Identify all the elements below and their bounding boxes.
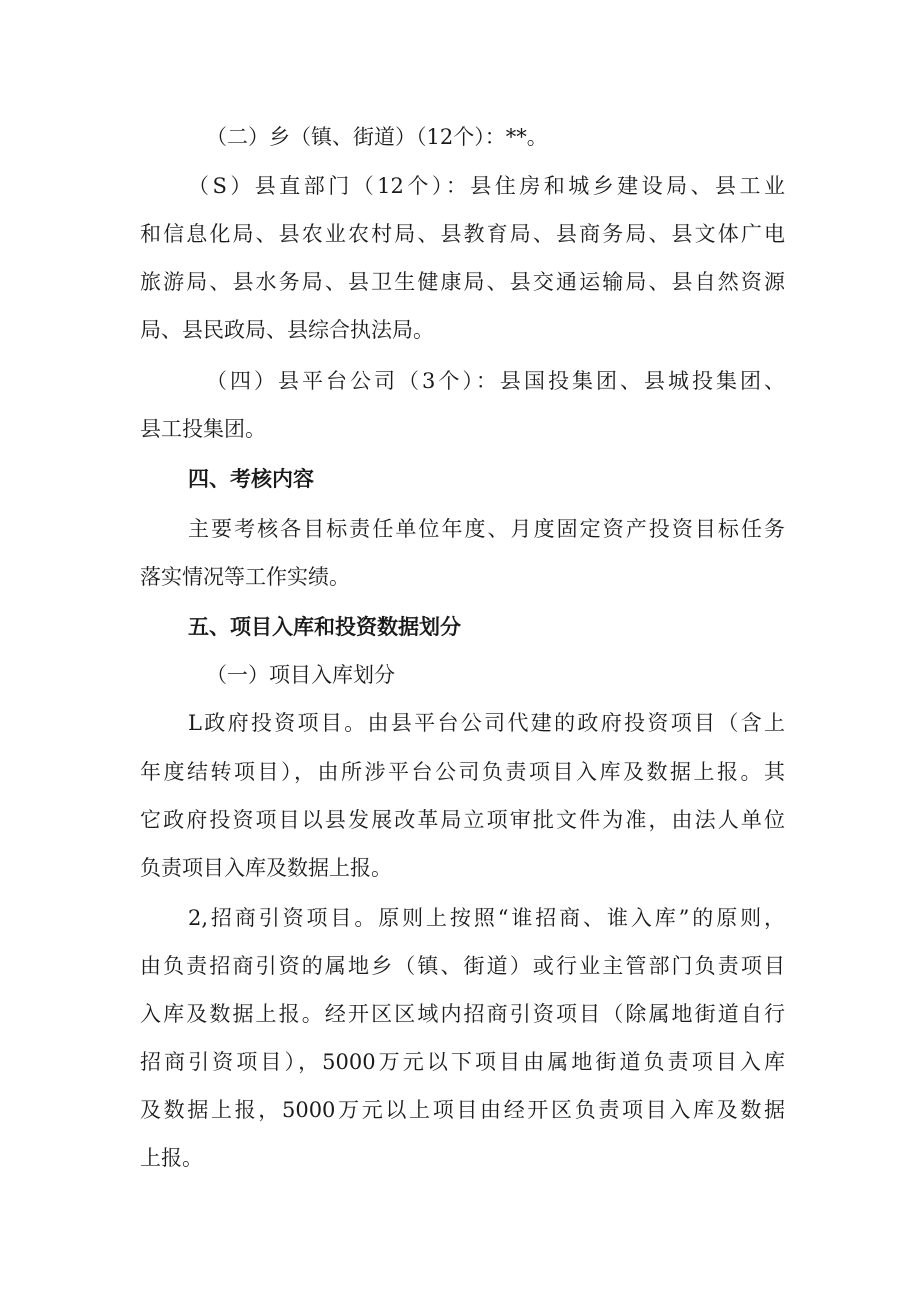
subheading-project-warehousing: （一）项目入库划分 [206, 663, 395, 687]
paragraph-county-departments-end: 局、县民政局、县综合执法局。 [140, 318, 434, 342]
paragraph-platform-companies-end: 县工投集团。 [140, 417, 266, 441]
paragraph-county-departments-cont: 旅游局、县水务局、县卫生健康局、县交通运输局、县自然资源 [140, 270, 785, 294]
paragraph-investment-attraction-cont: 招商引资项目），5000万元以下项目由属地街道负责项目入库 [140, 1050, 785, 1074]
paragraph-investment-attraction-cont: 及数据上报，5000万元以上项目由经开区负责项目入库及数据 [140, 1098, 785, 1122]
paragraph-assessment-content: 主要考核各目标责任单位年度、月度固定资产投资目标任务 [188, 517, 785, 541]
section-heading-assessment-content: 四、考核内容 [188, 467, 314, 491]
paragraph-government-projects-end: 负责项目入库及数据上报。 [140, 856, 392, 880]
paragraph-government-projects: L政府投资项目。由县平台公司代建的政府投资项目（含上 [188, 711, 785, 735]
paragraph-investment-attraction-end: 上报。 [140, 1146, 203, 1170]
paragraph-investment-attraction-cont: 入库及数据上报。经开区区域内招商引资项目（除属地街道自行 [140, 1002, 785, 1026]
paragraph-government-projects-cont: 它政府投资项目以县发展改革局立项审批文件为准，由法人单位 [140, 808, 785, 832]
paragraph-assessment-content-end: 落实情况等工作实绩。 [140, 565, 350, 589]
paragraph-investment-attraction: 2,招商引资项目。原则上按照“谁招商、谁入库”的原则， [188, 906, 785, 930]
paragraph-townships: （二）乡（镇、街道）（12个）：**。 [206, 125, 548, 149]
paragraph-county-departments-cont: 和信息化局、县农业农村局、县教育局、县商务局、县文体广电 [140, 222, 785, 246]
paragraph-platform-companies: （四）县平台公司（3个）：县国投集团、县城投集团、 [206, 369, 785, 393]
paragraph-investment-attraction-cont: 由负责招商引资的属地乡（镇、街道）或行业主管部门负责项目 [140, 954, 785, 978]
section-heading-project-division: 五、项目入库和投资数据划分 [188, 615, 461, 639]
paragraph-government-projects-cont: 年度结转项目），由所涉平台公司负责项目入库及数据上报。其 [140, 760, 785, 784]
paragraph-county-departments: （S）县直部门（12个）：县住房和城乡建设局、县工业 [188, 174, 785, 198]
